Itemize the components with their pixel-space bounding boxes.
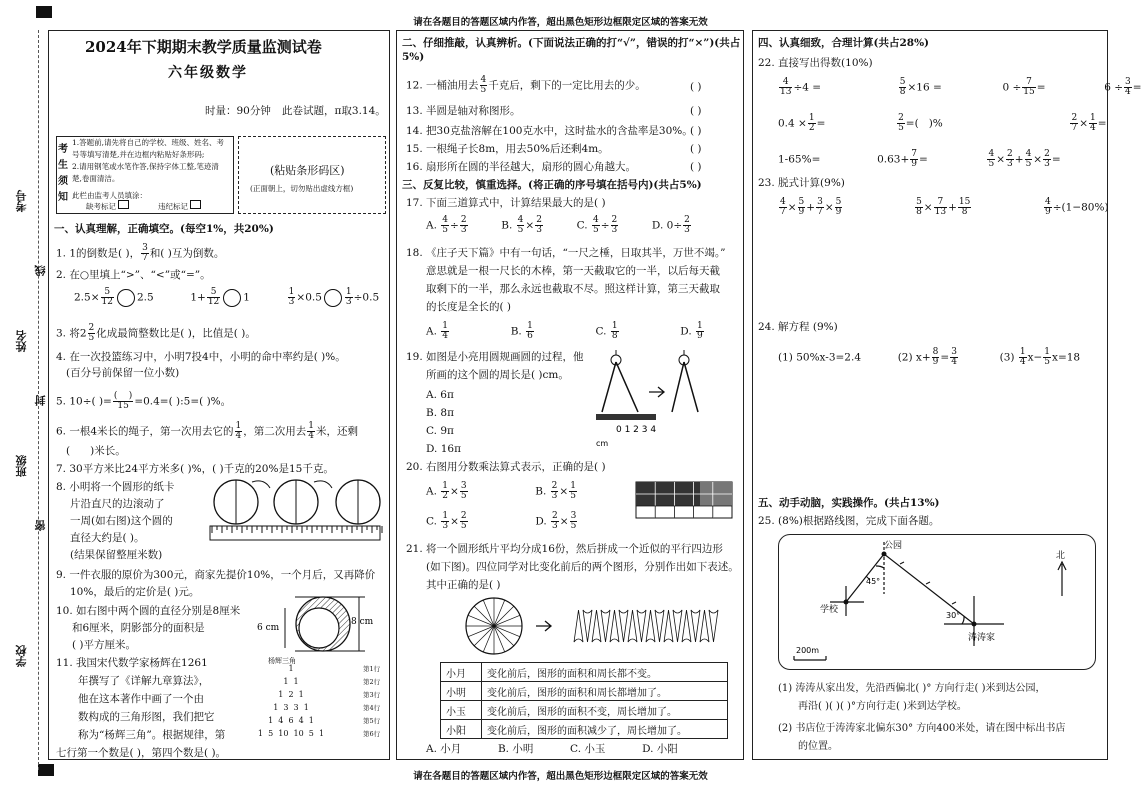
q2-compare-row xyxy=(74,288,379,307)
student-name-cell: 小玉 xyxy=(441,701,482,720)
pi-note: 此卷试题，π取3.14。 xyxy=(282,105,386,117)
q21-option[interactable]: A. 小月 xyxy=(426,743,462,755)
barcode-title: (粘贴条形码区) xyxy=(270,164,345,177)
absent-mark-label: 缺考标记 xyxy=(86,202,116,211)
side-label-exam-no: 考号 xyxy=(15,190,28,212)
q23-row: $\frac{4}{7}$ × $\frac{5}{9}$ + $\frac{3}{7}$ × $\frac{5}{9}$ $\frac{5}{8}$ × $\frac{7}{13}$ + $\frac{15}{8}$ $\frac{4}{9}$ ÷(1−80%) xyxy=(780,197,1109,217)
q2-expr: 1 xyxy=(243,291,250,304)
q12-answer[interactable]: ( ) xyxy=(690,81,702,93)
violation-checkbox[interactable] xyxy=(190,200,201,209)
rolling-circle-figure xyxy=(208,476,384,552)
fraction: $\frac{5}{12}$ xyxy=(101,287,113,307)
q12-tail: 千克后，剩下的一定比用去的少。 xyxy=(488,79,646,92)
q24-row: (1) 50%x-3=2.4 (2) x+ $\frac{8}{9}$ = $\frac{3}{4}$ (3) $\frac{1}{4}$ x− $\frac{1}{5}$ x=18 xyxy=(778,347,1081,367)
q16: 16. 扇形所在圆的半径越大，扇形的圆心角越大。 xyxy=(406,161,637,173)
option-letter[interactable]: B. xyxy=(501,219,513,232)
yanghui-row xyxy=(225,664,385,677)
map-label-school: 学校 xyxy=(820,605,839,615)
option-letter[interactable]: A. xyxy=(426,485,437,498)
option-letter[interactable]: A. xyxy=(426,325,437,338)
q19-option[interactable]: D. 16π xyxy=(426,443,461,455)
q19-line: 19. 如图是小亮用圆规画圆的过程，他 xyxy=(406,351,584,363)
q9-cont: 10%，最后的定价是( )元。 xyxy=(70,586,200,598)
violation-mark-label: 违纪标记 xyxy=(158,202,188,211)
q14-answer[interactable]: ( ) xyxy=(690,125,702,137)
q12 xyxy=(406,76,646,95)
statement-cell: 变化前后，图形的面积不变，周长增加了。 xyxy=(482,701,728,720)
fraction: $\frac{3}{7}$ xyxy=(142,243,148,263)
q2-expr: 2.5 xyxy=(136,291,154,304)
q13-answer[interactable]: ( ) xyxy=(690,105,702,117)
q24: 24. 解方程 (9%) xyxy=(758,321,838,333)
ring-figure xyxy=(255,594,385,654)
fraction: $\frac{1}{4}$ xyxy=(235,421,242,441)
statement-cell: 变化前后，图形的面积和周长都不变。 xyxy=(482,663,728,682)
q22-row: 0.4 × $\frac{1}{2}$ = $\frac{2}{5}$ =( )% $\frac{2}{7}$ × $\frac{1}{4}$ = xyxy=(778,113,1107,133)
option-letter[interactable]: B. xyxy=(535,485,547,498)
compare-circle[interactable] xyxy=(117,289,135,307)
absent-note: 此栏由监考人员填涂： xyxy=(72,191,147,200)
yanghui-numbers: 1 4 6 4 1 xyxy=(268,716,314,725)
q19-option[interactable]: C. 9π xyxy=(426,425,454,437)
option-letter[interactable]: A. xyxy=(426,219,437,232)
q18-line: 意思就是一根一尺长的木棒，第一天截取它的一半，以后每天截 xyxy=(426,265,720,277)
q4: 4. 在一次投篮练习中，小明7投4中，小明的命中率约是( )%。 xyxy=(56,351,346,363)
q21-option[interactable]: C. 小玉 xyxy=(570,743,606,755)
instructions-line: 1.答题前,请先将自己的学校、班级、姓名、考 xyxy=(72,138,225,147)
q18-options: A. $\frac{1}{4}$ B. $\frac{1}{6}$ C. $\frac{1}{8}$ D. $\frac{1}{9}$ xyxy=(426,321,703,341)
map-scale: 200m xyxy=(796,646,820,655)
q2-expr: 2.5× xyxy=(74,291,100,304)
yanghui-numbers: 1 5 10 10 5 1 xyxy=(257,729,325,738)
q21-options xyxy=(426,742,678,756)
q18-line: 18. 《庄子天下篇》中有一句话，“一尺之棰，日取其半，万世不竭。” xyxy=(406,247,726,259)
yanghui-numbers: 1 3 3 1 xyxy=(273,703,309,712)
section-2-heading xyxy=(402,36,742,64)
q25: 25. (8%)根据路线图，完成下面各题。 xyxy=(758,515,940,527)
student-name-cell: 小月 xyxy=(441,663,482,682)
instructions-label: 考生须知 xyxy=(58,144,68,203)
fraction-grid-figure xyxy=(636,482,736,520)
yanghui-row xyxy=(225,703,385,716)
q6-tail: 米，还剩 xyxy=(316,425,359,438)
option-letter[interactable]: D. xyxy=(535,515,547,528)
yanghui-numbers: 1 1 xyxy=(283,677,299,686)
ring-label-8cm: 8 cm xyxy=(351,617,374,627)
option-letter[interactable]: C. xyxy=(595,325,607,338)
option-letter[interactable]: C. xyxy=(576,219,588,232)
instructions-line: 楚,卷面清洁。 xyxy=(72,174,120,183)
q8-line: 直径大约是( )。 xyxy=(70,532,145,544)
compass-figure xyxy=(594,350,714,450)
section-1-heading: 一、认真理解，正确填空。(每空1%，共20%) xyxy=(54,223,274,235)
section-4-heading: 四、认真细致，合理计算(共占28%) xyxy=(758,37,930,49)
q6-text: 6. 一根4米长的绳子，第一次用去它的 xyxy=(56,425,234,438)
q6-cont: ( )米长。 xyxy=(66,445,126,457)
side-label-name: 姓名 xyxy=(15,330,28,352)
section-5-heading: 五、动手动脑，实践操作。(共占13%) xyxy=(758,497,940,509)
absent-checkbox[interactable] xyxy=(118,200,129,209)
exam-title: 2024年下期期末教学质量监测试卷 xyxy=(85,38,322,56)
q11-line: 七行第一个数是( )，第四个数是( )。 xyxy=(56,747,227,759)
ruler-numbers: 0 1 2 3 4 xyxy=(616,425,657,435)
circle-to-parallelogram-figure xyxy=(464,596,704,656)
q11-line: 数构成的三角形图，我们把它 xyxy=(78,711,215,723)
q6 xyxy=(56,422,358,441)
q11-line: 他在这本著作中画了一个由 xyxy=(78,693,204,705)
q24-item: (1) 50%x-3=2.4 xyxy=(778,351,862,364)
fraction: $\frac{1}{3}$ xyxy=(288,287,295,307)
fraction: $\frac{1}{3}$ xyxy=(345,287,352,307)
q3 xyxy=(56,324,256,343)
q15-answer[interactable]: ( ) xyxy=(690,143,702,155)
q22: 22. 直接写出得数(10%) xyxy=(758,57,873,69)
q25-1-line: (1) 涛涛从家出发，先沿西偏北( )° 方向行走( )米到达公园， xyxy=(778,683,1046,694)
yanghui-numbers: 1 xyxy=(288,664,294,673)
q18-line: 的长度是全长的( ) xyxy=(426,301,512,313)
q12-text: 12. 一桶油用去 xyxy=(406,79,479,92)
yanghui-title: 杨辉三角 xyxy=(268,657,296,665)
ring-label-6cm: 6 cm xyxy=(257,623,280,633)
yanghui-row xyxy=(225,716,385,729)
top-notice: 请在各题目的答题区域内作答，超出黑色矩形边框限定区域的答案无效 xyxy=(413,17,708,28)
q22-row: $\frac{4}{13}$ ÷4 = $\frac{5}{8}$ ×16 = 0 ÷ $\frac{7}{15}$ = 6 ÷ $\frac{3}{4}$ = xyxy=(780,77,1142,97)
compare-circle[interactable] xyxy=(324,289,342,307)
q19-option[interactable]: B. 8π xyxy=(426,407,454,419)
barcode-sub: (正面朝上，切勿贴出虚线方框) xyxy=(250,184,354,193)
q2-expr: 1+ xyxy=(190,291,206,304)
yanghui-triangle xyxy=(225,664,385,742)
q21-option[interactable]: B. 小明 xyxy=(497,743,534,755)
table-row xyxy=(441,701,728,720)
q25-2-line: 的位置。 xyxy=(798,741,838,752)
q1-text: 1. 1的倒数是( )， xyxy=(56,247,141,260)
yanghui-row-label: 第2行 xyxy=(363,678,381,686)
fraction: $\frac{4}{5}$ xyxy=(480,75,487,95)
q8-line: 8. 小明将一个圆形的纸卡 xyxy=(56,481,175,493)
option-letter[interactable]: D. xyxy=(651,219,664,232)
q24-item: (3) xyxy=(999,351,1015,364)
yanghui-row xyxy=(225,729,385,742)
q20-options: A. $\frac{1}{2}$ × $\frac{3}{5}$ B. $\frac{2}{3}$ × $\frac{1}{5}$ xyxy=(426,481,576,501)
q6-unit: 米长。 xyxy=(94,445,126,457)
q1-tail: 和( )互为倒数。 xyxy=(149,247,225,260)
q20: 20. 右图用分数乘法算式表示，正确的是( ) xyxy=(406,461,606,473)
q23: 23. 脱式计算(9%) xyxy=(758,177,845,189)
statement-cell: 变化前后，图形的面积和周长都增加了。 xyxy=(482,682,728,701)
option-letter[interactable]: B. xyxy=(510,325,522,338)
q3-tail: 化成最简整数比是( )，比值是( )。 xyxy=(96,327,256,340)
compare-circle[interactable] xyxy=(223,289,241,307)
q5 xyxy=(56,392,231,411)
q25-1-line: 再沿( )( )( )°方向行走( )米到达学校。 xyxy=(798,701,967,712)
q16-answer[interactable]: ( ) xyxy=(690,161,702,173)
statement-cell: 变化前后，图形的面积减少了，周长增加了。 xyxy=(482,720,728,739)
yanghui-row-label: 第4行 xyxy=(363,704,381,712)
q21-table xyxy=(440,662,728,739)
q21-line: (如下图)。四位同学对比变化前后的两个图形，分别作出如下表述。 xyxy=(426,561,739,573)
map-label-north: 北 xyxy=(1056,551,1066,561)
q10-line: ( )平方厘米。 xyxy=(72,639,137,651)
absent-mark[interactable] xyxy=(86,200,129,214)
time-limit: 时量：90分钟 xyxy=(205,105,271,117)
q4-note: (百分号前保留一位小数) xyxy=(66,367,180,379)
table-row xyxy=(441,720,728,739)
student-name-cell: 小阳 xyxy=(441,720,482,739)
q6-mid: ，第二次用去 xyxy=(243,425,307,438)
q5-text: 5. 10÷( )= xyxy=(56,395,112,408)
route-map-drawing xyxy=(780,536,1096,668)
yanghui-row-label: 第1行 xyxy=(363,665,381,673)
q22-item: 1-65%= xyxy=(778,153,821,166)
map-angle-30: 30° xyxy=(946,611,961,620)
q11-line: 称为“杨辉三角”。根据规律，第 xyxy=(78,729,226,741)
q10-line: 10. 如右图中两个圆的直径分别是8厘米 xyxy=(56,605,241,617)
instructions-line: 2.请用钢笔或水笔作答,保持字体工整,笔迹清 xyxy=(72,162,219,171)
q14: 14. 把30克盐溶解在100克水中，这时盐水的含盐率是30%。 xyxy=(406,125,693,137)
fraction-blank[interactable]: $\frac{( )}{15}$ xyxy=(113,391,133,411)
q22-item: 0.63+ xyxy=(877,153,910,166)
q8-line: (结果保留整厘米数) xyxy=(70,549,163,561)
side-cut-char: 封 xyxy=(34,395,47,406)
option-letter[interactable]: D. xyxy=(680,325,692,338)
fraction: $\frac{2}{5}$ xyxy=(88,323,95,343)
q2-expr: ÷0.5 xyxy=(353,291,380,304)
fraction: $\frac{5}{12}$ xyxy=(207,287,220,307)
section-3-heading: 三、反复比较，慎重选择。(将正确的序号填在括号内)(共占5%) xyxy=(402,179,702,191)
q17: 17. 下面三道算式中，计算结果最大的是( ) xyxy=(406,197,606,209)
q18-line: 取剩下的一半，那么永远也截取不尽。照这样计算，第三天截取 xyxy=(426,283,720,295)
side-label-school: 学校 xyxy=(15,645,28,667)
q2: 2. 在○里填上“>”、“<”或“=”。 xyxy=(56,269,211,281)
q2-expr: ×0.5 xyxy=(296,291,322,304)
q24-item: (2) xyxy=(897,351,913,364)
ruler-unit: cm xyxy=(596,439,609,448)
section-2-heading-text: 二、仔细推敲，认真辨析。(下面说法正确的打“√”，错误的打“×”)(共占5%) xyxy=(402,37,741,63)
violation-mark[interactable] xyxy=(158,200,201,214)
side-cut-char: 密 xyxy=(34,520,47,531)
fraction: $\frac{1}{4}$ xyxy=(308,421,315,441)
side-label-class: 班级 xyxy=(15,455,28,477)
yanghui-row-label: 第6行 xyxy=(363,730,381,738)
q22-row: 1-65%= 0.63+ $\frac{7}{9}$ = $\frac{4}{5}$ × $\frac{2}{3}$ + $\frac{4}{5}$ × $\frac{2}{3}$ = xyxy=(778,149,1061,169)
q11-line: 11. 我国宋代数学家杨辉在1261 xyxy=(56,657,208,669)
yanghui-row-label: 第5行 xyxy=(363,717,381,725)
q9: 9. 一件衣服的原价为300元，商家先提价10%，一个月后，又再降价 xyxy=(56,569,376,581)
q21-line: 21. 将一个圆形纸片平均分成16份，然后拼成一个近似的平行四边形 xyxy=(406,543,723,555)
q21-option[interactable]: D. 小阳 xyxy=(642,743,678,755)
q20-options: C. $\frac{1}{3}$ × $\frac{2}{5}$ D. $\frac{2}{3}$ × $\frac{3}{5}$ xyxy=(426,511,577,531)
q15: 15. 一根绳子长8m，用去50%后还剩4m。 xyxy=(406,143,609,155)
yanghui-row-label: 第3行 xyxy=(363,691,381,699)
q3-text: 3. 将2 xyxy=(56,327,87,340)
q5-tail: =0.4=( ):5=( )%。 xyxy=(134,395,232,408)
q21-line: 其中正确的是( ) xyxy=(426,579,501,591)
table-row xyxy=(441,682,728,701)
q8-line: 一周(如右图)这个圆的 xyxy=(70,515,173,527)
table-row xyxy=(441,663,728,682)
map-label-park: 公园 xyxy=(884,541,903,551)
q25-2-line: (2) 书店位于涛涛家北偏东30° 方向400米处，请在图中标出书店 xyxy=(778,723,1066,734)
q1 xyxy=(56,244,224,263)
q19-line: 所画的这个圆的周长是( )cm。 xyxy=(426,369,569,381)
side-cut-char: 线 xyxy=(34,265,47,276)
q13: 13. 半圆是轴对称图形。 xyxy=(406,105,521,117)
bottom-notice: 请在各题目的答题区域内作答，超出黑色矩形边框限定区域的答案无效 xyxy=(413,771,708,782)
q17-options: A. $\frac{4}{5}$ ÷ $\frac{2}{3}$ B. $\frac{4}{5}$ × $\frac{2}{3}$ C. $\frac{4}{5}$ ÷ $\frac{2}{3}$ D. 0÷ $\frac{2}{3}$ xyxy=(426,215,690,235)
map-angle-45: 45° xyxy=(866,577,881,586)
q8-line: 片沿直尺的边滚动了 xyxy=(70,498,165,510)
subject-title: 六年级数学 xyxy=(168,65,248,81)
yanghui-row xyxy=(225,677,385,690)
q7: 7. 30平方米比24平方米多( )%，( )千克的20%是15千克。 xyxy=(56,463,334,475)
q19-option[interactable]: A. 6π xyxy=(426,389,454,401)
yanghui-numbers: 1 2 1 xyxy=(278,690,304,699)
option-letter[interactable]: C. xyxy=(426,515,437,528)
student-name-cell: 小明 xyxy=(441,682,482,701)
instructions-line: 号等填写清楚,并在边框内粘贴好条形码; xyxy=(72,150,205,159)
fraction: $\frac{4}{13}$ xyxy=(780,77,792,97)
q10-line: 和6厘米，阴影部分的面积是 xyxy=(72,622,205,634)
map-label-home: 涛涛家 xyxy=(968,633,996,643)
yanghui-row xyxy=(225,690,385,703)
q11-line: 年撰写了《详解九章算法》， xyxy=(78,675,210,687)
